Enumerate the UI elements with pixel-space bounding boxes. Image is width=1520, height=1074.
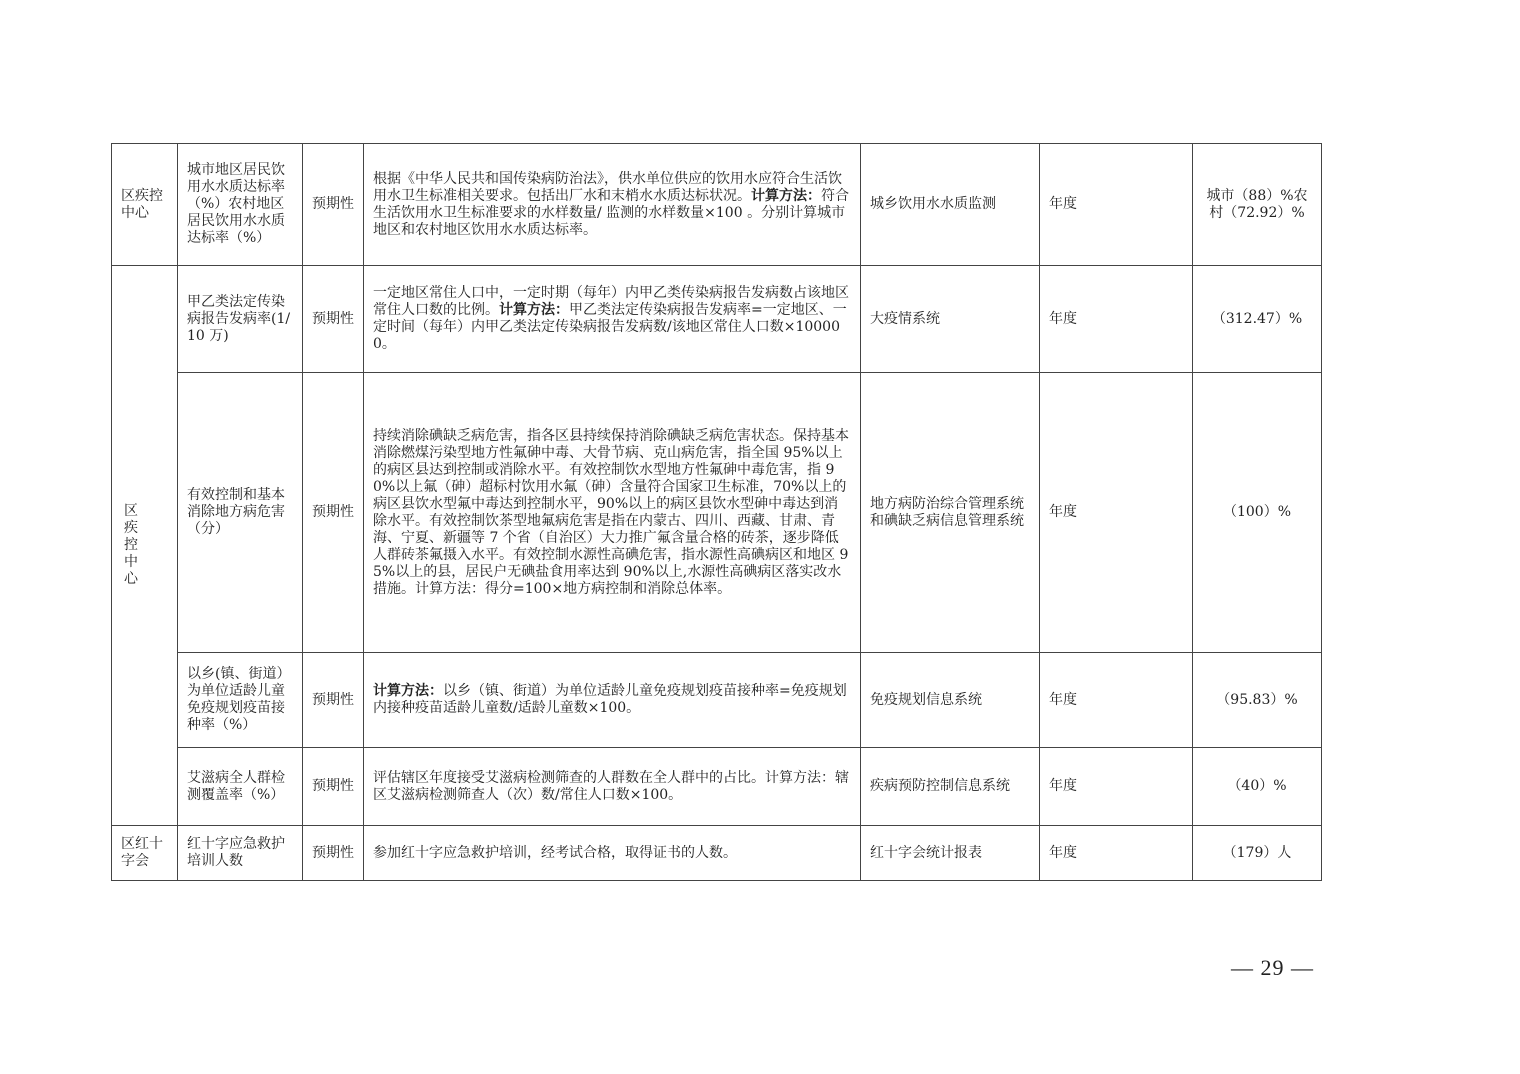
description-cell <box>364 748 861 826</box>
nature-cell: 预期性 <box>303 653 364 748</box>
source-cell: 疾病预防控制信息系统 <box>861 748 1040 826</box>
description-cell <box>364 266 861 373</box>
target-cell: （179）人 <box>1193 826 1322 881</box>
source-cell: 地方病防治综合管理系统和碘缺乏病信息管理系统 <box>861 373 1040 653</box>
table-row <box>112 144 1322 266</box>
method-label: 计算方法： <box>373 683 443 699</box>
indicator-cell: 以乡(镇、街道）为单位适龄儿童免疫规划疫苗接种率（%） <box>178 653 303 748</box>
method-label: 计算方法： <box>499 302 569 318</box>
target-cell: （100）% <box>1193 373 1322 653</box>
description-text: 甲乙类法定传染病报告发病率=一定地区、一定时间（每年）内甲乙类法定传染病报告发病数/该地区常住人口数×100000。 <box>373 302 847 352</box>
description-cell <box>364 373 861 653</box>
description-text: 持续消除碘缺乏病危害，指各区县持续保持消除碘缺乏病危害状态。保持基本消除燃煤污染型地方性氟砷中毒、大骨节病、克山病危害，指全国 95%以上的病区县达到控制或消除水平。有效控制饮水型地方性氟砷中毒危害，指 90%以上氟（砷）超标村饮用水氟（砷）含量符合国家卫生标准，70%以上的病区县饮水型氟中毒达到控制水平，90%以上的病区县饮水型砷中毒达到消除水平。有效控制饮茶型地氟病危害是指在内蒙古、四川、西藏、甘肃、青海、宁夏、新疆等 7 个省（自治区）大力推广氟含量合格的砖茶，逐步降低人群砖茶氟摄入水平。有效控制水源性高碘危害，指水源性高碘病区和地区 95%以上的县，居民户无碘盐食用率达到 90%以上,水源性高碘病区落实改水措施。计算方法：得分=100×地方病控制和消除总体率。 <box>373 427 849 597</box>
indicator-cell: 有效控制和基本消除地方病危害（分） <box>178 373 303 653</box>
table-row <box>112 748 1322 826</box>
description-cell <box>364 144 861 266</box>
dept-line: 区 疾 <box>124 503 156 536</box>
period-cell: 年度 <box>1040 373 1193 653</box>
dept-cell-merged <box>112 266 178 826</box>
description-cell <box>364 653 861 748</box>
description-text: 符合生活饮用水卫生标准要求的水样数量/ 监测的水样数量×100 。分别计算城市地区和农村地区饮用水水质达标率。 <box>373 187 849 238</box>
table-row <box>112 373 1322 653</box>
nature-cell: 预期性 <box>303 266 364 373</box>
source-cell: 城乡饮用水水质监测 <box>861 144 1040 266</box>
indicator-cell: 红十字应急救护培训人数 <box>178 826 303 881</box>
description-text: 参加红十字应急救护培训，经考试合格，取得证书的人数。 <box>373 844 737 861</box>
dept-cell: 区疾控中心 <box>112 144 178 266</box>
table-row <box>112 266 1322 373</box>
method-label: 计算方法： <box>751 187 821 204</box>
nature-cell: 预期性 <box>303 144 364 266</box>
description-text: 根据《中华人民共和国传染病防治法》，供水单位供应的饮用水应符合生活饮用水卫生标准相关要求。包括出厂水和末梢水水质达标状况。 <box>373 170 842 204</box>
period-cell: 年度 <box>1040 144 1193 266</box>
period-cell: 年度 <box>1040 748 1193 826</box>
target-cell: 城市（88）%农村（72.92）% <box>1193 144 1322 266</box>
description-text: 一定地区常住人口中，一定时期（每年）内甲乙类传染病报告发病数占该地区常住人口数的比例。 <box>373 285 849 318</box>
indicator-cell: 城市地区居民饮用水水质达标率（%）农村地区居民饮用水水质达标率（%） <box>178 144 303 266</box>
description-text: 评估辖区年度接受艾滋病检测筛查的人群数在全人群中的占比。计算方法：辖区艾滋病检测筛查人（次）数/常住人口数×100。 <box>373 769 849 803</box>
period-cell: 年度 <box>1040 266 1193 373</box>
nature-cell: 预期性 <box>303 748 364 826</box>
table-row <box>112 826 1322 881</box>
source-cell: 红十字会统计报表 <box>861 826 1040 881</box>
source-cell: 大疫情系统 <box>861 266 1040 373</box>
dept-line: 心 <box>124 571 140 587</box>
period-cell: 年度 <box>1040 826 1193 881</box>
description-cell <box>364 826 861 881</box>
nature-cell: 预期性 <box>303 826 364 881</box>
nature-cell: 预期性 <box>303 373 364 653</box>
indicator-cell: 甲乙类法定传染病报告发病率(1/ 10 万) <box>178 266 303 373</box>
page-number: — 29 — <box>1231 955 1314 980</box>
dept-cell: 区红十字会 <box>112 826 178 881</box>
dept-line: 控 中 <box>124 537 156 570</box>
table-row <box>112 653 1322 748</box>
target-cell: （312.47）% <box>1193 266 1322 373</box>
target-cell: （40）% <box>1193 748 1322 826</box>
period-cell: 年度 <box>1040 653 1193 748</box>
target-cell: （95.83）% <box>1193 653 1322 748</box>
indicator-cell: 艾滋病全人群检测覆盖率（%） <box>178 748 303 826</box>
source-cell: 免疫规划信息系统 <box>861 653 1040 748</box>
indicator-table <box>111 143 1322 881</box>
description-text: 以乡（镇、街道）为单位适龄儿童免疫规划疫苗接种率=免疫规划内接种疫苗适龄儿童数/适龄儿童数×100。 <box>373 683 847 716</box>
